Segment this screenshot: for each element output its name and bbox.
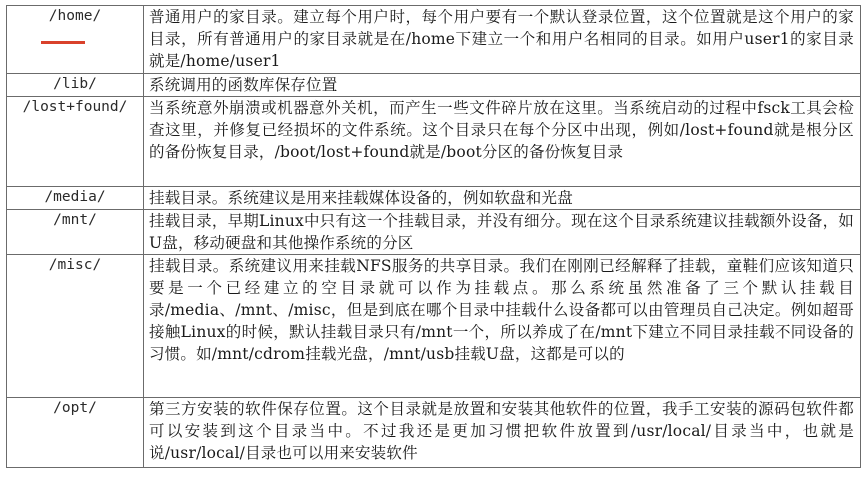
description-cell: 当系统意外崩溃或机器意外关机，而产生一些文件碎片放在这里。当系统启动的过程中fsck工具会检查这里，并修复已经损坏的文件系统。这个目录只在每个分区中出现，例如/lost+found就是根分区的备份恢复目录，/boot/lost+found就是/boot分区的备份恢复目录 (144, 97, 861, 187)
path-label: /home/ (48, 8, 102, 24)
description-cell: 挂载目录。系统建议是用来挂载媒体设备的，例如软盘和光盘 (144, 187, 861, 210)
table-row (7, 398, 861, 468)
path-cell: /opt/ (7, 398, 144, 468)
path-cell: /mnt/ (7, 210, 144, 255)
path-cell (7, 6, 144, 74)
description-cell: 挂载目录，早期Linux中只有这一个挂载目录，并没有细分。现在这个目录系统建议挂载额外设备，如U盘，移动硬盘和其他操作系统的分区 (144, 210, 861, 255)
table-row (7, 187, 861, 210)
description-cell: 挂载目录。系统建议用来挂载NFS服务的共享目录。我们在刚刚已经解释了挂载，童鞋们应该知道只要是一个已经建立的空目录就可以作为挂载点。那么系统虽然准备了三个默认挂载目录/media、/mnt、/misc，但是到底在哪个目录中挂载什么设备都可以由管理员自己决定。例如超哥接触Linux的时候，默认挂载目录只有/mnt一个，所以养成了在/mnt下建立不同目录挂载不同设备的习惯。如/mnt/cdrom挂载光盘，/mnt/usb挂载U盘，这都是可以的 (144, 255, 861, 398)
table-row (7, 97, 861, 187)
directory-table (6, 5, 861, 468)
table-row (7, 6, 861, 74)
table-row (7, 74, 861, 97)
red-underline-mark (41, 41, 85, 44)
table-row (7, 210, 861, 255)
description-cell: 系统调用的函数库保存位置 (144, 74, 861, 97)
description-cell: 普通用户的家目录。建立每个用户时，每个用户要有一个默认登录位置，这个位置就是这个用户的家目录，所有普通用户的家目录就是在/home下建立一个和用户名相同的目录。如用户user1的家目录就是/home/user1 (144, 6, 861, 74)
path-cell: /lib/ (7, 74, 144, 97)
path-cell: /media/ (7, 187, 144, 210)
description-cell: 第三方安装的软件保存位置。这个目录就是放置和安装其他软件的位置，我手工安装的源码包软件都可以安装到这个目录当中。不过我还是更加习惯把软件放置到/usr/local/目录当中，也就是说/usr/local/目录也可以用来安装软件 (144, 398, 861, 468)
path-cell: /lost+found/ (7, 97, 144, 187)
table-row (7, 255, 861, 398)
path-cell: /misc/ (7, 255, 144, 398)
